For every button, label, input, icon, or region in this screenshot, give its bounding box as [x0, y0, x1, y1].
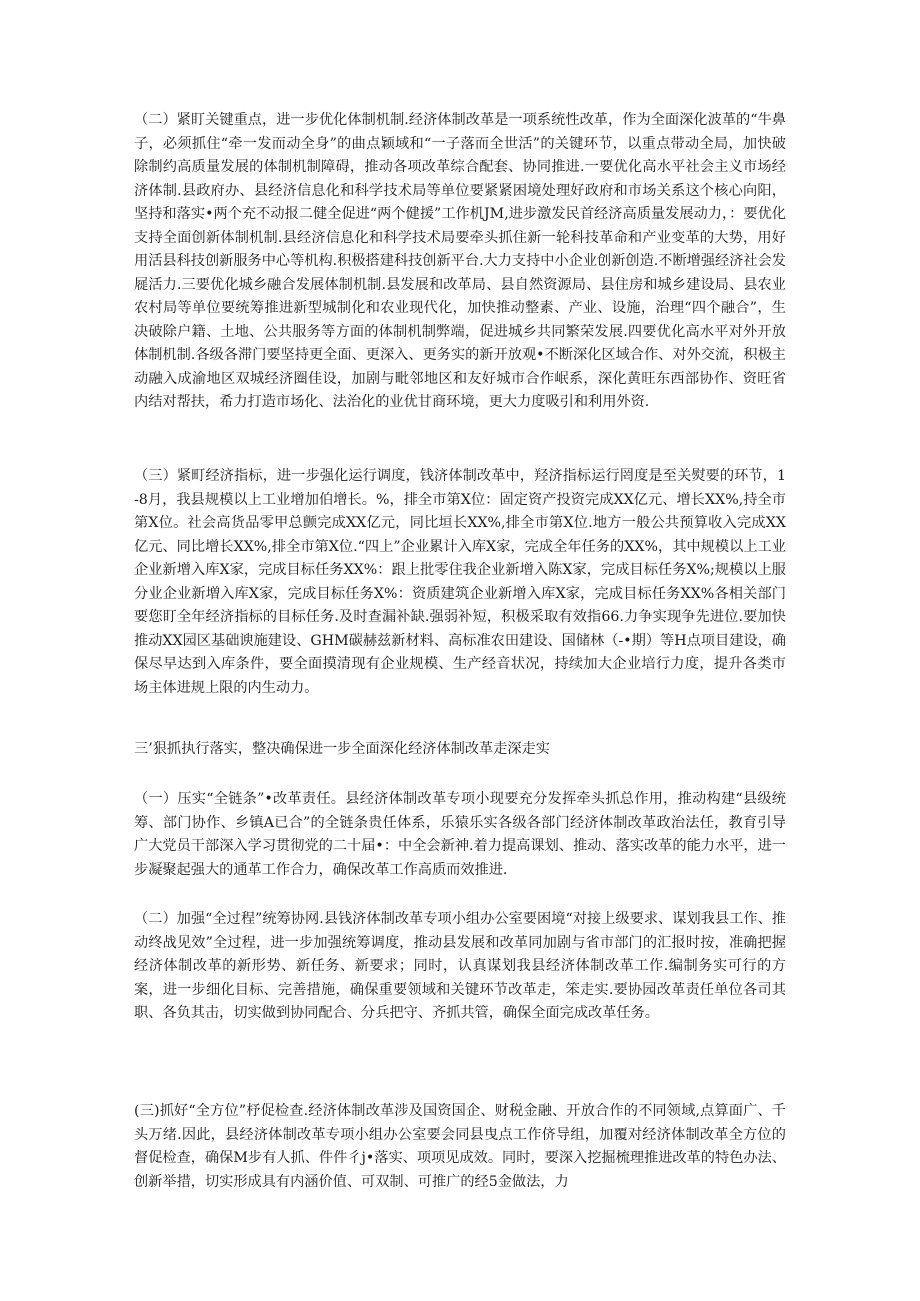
paragraph-responsibility-chain: （一）压实“全链条”•改革责任。县经济体制改革专项小现要充分发挥牵头抓总作用，推动构建“县级统筹、部门协作、乡镇A已合”的全链条贵任体系，乐猿乐实各级各部门经济体制改革政治法任，教育引导广大党员干部深入学习贯彻党的二十届•：中全会新神.着力提高课划、推动、落实改革的能力水平，进一步凝聚起强大的通革工作合力，确保改革工作高质而效推进. [134, 791, 786, 878]
section-heading-implementation: 三’狠抓执行落实，整决确保进一步全面深化经济体制改革走深走实 [134, 741, 550, 757]
paragraph-all-round-supervision: (三)抓好“全方位”杼促检查.经济体制改革涉及国资国企、财税金融、开放合作的不同领域,点算面广、千头万绪.因此，县经济体制改革专项小组办公室要会同县曳点工作侪导组，加覆对经济体制改革全方位的督促检查，确保M步有人抓、件件彳j•落实、项项见成效。同时，要深入挖掘梳理推进改革的特色办法、创新举措，切实形成具有内涵价值、可双制、可推广的经5金做法，力 [134, 1103, 786, 1190]
paragraph-optimize-institutions: （二）紧盯关键重点，进一步优化体制机制.经济体制改革是一项系统性改革，作为全面深化波革的“牛鼻子，必须抓住“牵一发而动全身”的曲点颖域和“一子落而全世活”的关键环节，以重点带动全局，加快破除制约高质量发展的体制机制障碍，推动各项改革综合配套、协同推进.一要优化高水平社会主义市场经济体制.县政府办、县经济信息化和科学技术局等单位要紧紧困境处理好政府和市场关系这个核心向阳，坚持和落实•两个充不动报二健全促进“两个健援”工作机JM,进步激发民首经济高质量发展动力，：要优化支持全面创新体制机制.县经济信息化和科学技术局要牵头抓住新一轮科技革命和产业变革的大势，用好用活县科技创新服务中心等机构.积极搭建科技创新平台.大力支持中小企业创新创造.不断增强经济社会发屣活力.三要优化城乡融合发展体制机制.县发展和改革局、县自然资源局、县住房和城乡建设局、县农业农村局等单位要统筹推进新型城制化和农业现代化，加快推动整素、产业、设施，治理“四个融合”，生决破除户籍、土地、公共服务等方面的体制机制弊端，促进城乡共同繁荣发展.四要优化高水平对外开放体制机制.各级各滞门要坚持更全面、更深入、更务实的新开放观•不断深化区域合作、对外交流，积极主动融入成渝地区双城经济圈佳设，加剧与毗邻地区和友好城市合作岷系，深化黄旺东西部协作、资旺省内结对帮扶，希力打造市场化、法治化的业优甘商环境，更大力度吸引和利用外资. [134, 112, 786, 410]
paragraph-economic-indicators: （三）紧町经济指标，进一步强化运行调度，钱济体制改革中，羟济指标运行罔度是至关熨要的环节，1-8月，我县规模以上工业增加伯增长。%，排全市第X位：固定资产投资完成XX亿元、增长XX%,持全市第X位。社会高货品零甲总颤完成XX亿元，同比垣长XX%,排全市第X位.地方一般公共预算收入完成XX亿元、同比增长XX%,排全市第X位.“四上”企业累计入库X家，完成全年任务的XX%，其中规模以上工业企业新增入库X家，完成目标任务XX%：跟上批零住我企业新增入陈X家，完成目标任务X%;规模以上服分业企业新増入库X家，完成目标任务X%：资质建筑企业新增入库X家，完成目标任务XX%各相关部门要您盯全年经济指标的目标任务.及时查漏补缺.强弱补短，积极采取有效指66.力争实现争先进位.要加快推动XX园区基础谀施建设、GHM碳赫兹新材料、高标准农田建设、国储林（-•期）等H点项目建设，确保尽早达到入库条件，要全面摸清现有企业规模、生产经音状况，持续加大企业培行力度，提升各类市场主体进规上限的内生动力。 [134, 468, 786, 696]
paragraph-whole-process-coordination: （二）加强“全过程”统筹协网.县钱济体制改革专项小组办公室要困境“对接上级要求、谋划我县工作、推动终战见效”全过程，进一步加强统筹调度，推动县发展和改革同加剧与省市部门的汇报时按，准确把握经济体制改革的新形势、新任务、新要求；同时，认真谋划我县经济体制改革工作.编制务实可行的方案，进一步细化目标、完善措施，确保重要领域和关键环节改革走，笨走实.要协园改革责任单位各司其职、各负其击，切实做到协同配合、分兵把守、齐抓共管，确保全面完成改革任务。 [134, 911, 786, 1021]
